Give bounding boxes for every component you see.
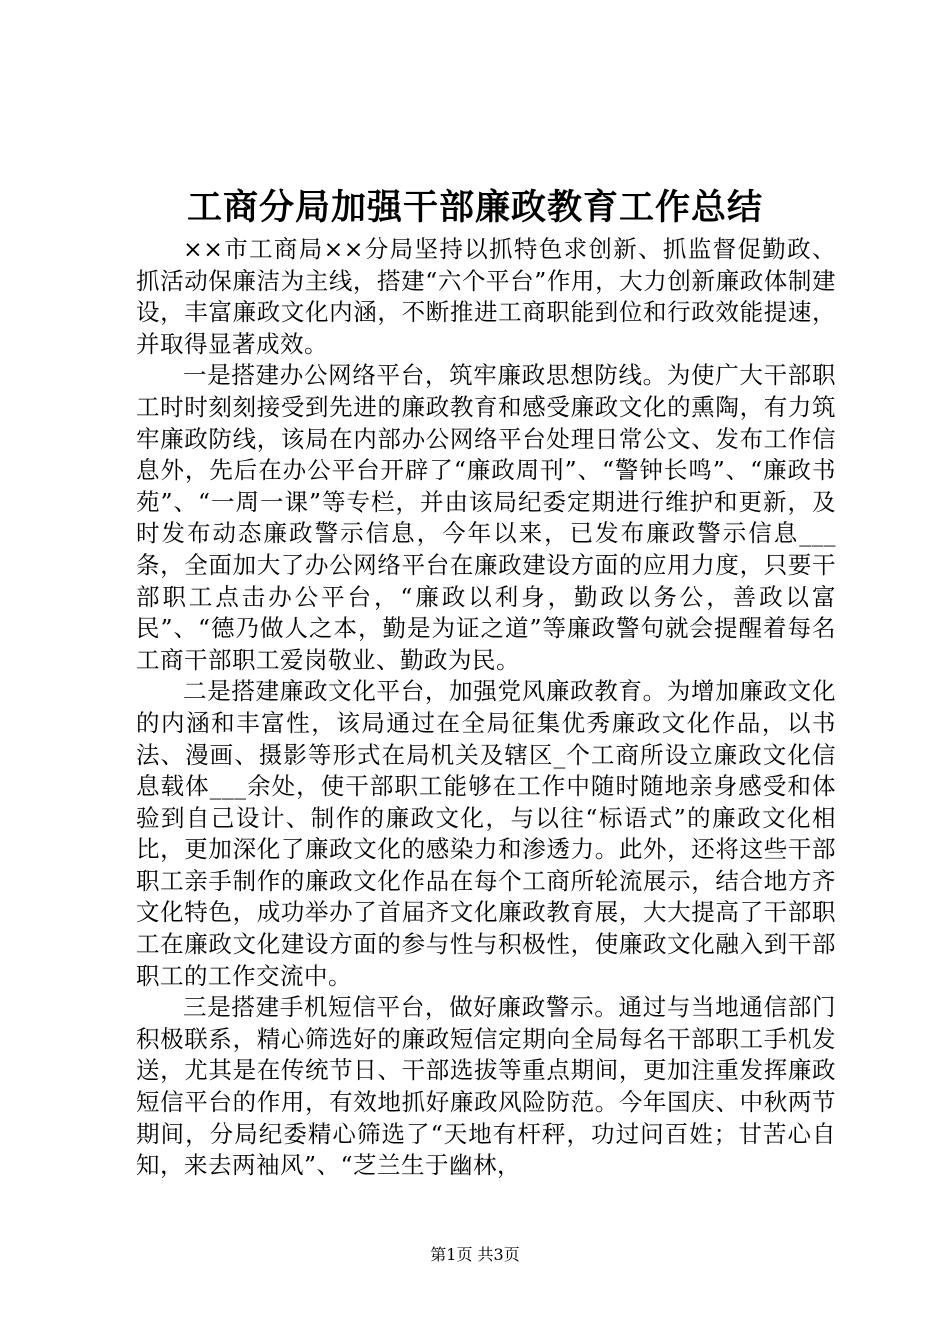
- paragraph-sms-platform: 三是搭建手机短信平台，做好廉政警示。通过与当地通信部门积极联系，精心筛选好的廉政短信定期向全局每名干部职工手机发送，尤其是在传统节日、干部选拔等重点期间，更加注重发挥廉政短信平台的作用，有效地抓好廉政风险防范。今年国庆、中秋两节期间，分局纪委精心筛选了“天地有杆秤，功过问百姓；甘苦心自知，来去两袖风”、“芝兰生于幽林，: [136, 993, 836, 1180]
- paragraph-intro: ××市工商局××分局坚持以抓特色求创新、抓监督促勤政、抓活动保廉洁为主线，搭建“六个平台”作用，大力创新廉政体制建设，丰富廉政文化内涵，不断推进工商职能到位和行政效能提速，并取得显著成效。: [136, 235, 836, 358]
- document-body: [136, 234, 836, 1182]
- paragraph-office-network: 一是搭建办公网络平台，筑牢廉政思想防线。为使广大干部职工时时刻刻接受到先进的廉政教育和感受廉政文化的熏陶，有力筑牢廉政防线，该局在内部办公网络平台处理日常公文、发布工作信息外，先后在办公平台开辟了“廉政周刊”、“警钟长鸣”、“廉政书苑”、“一周一课”等专栏，并由该局纪委定期进行维护和更新，及时发布动态廉政警示信息，今年以来，已发布廉政警示信息___条，全面加大了办公网络平台在廉政建设方面的应用力度，只要干部职工点击办公平台，“廉政以利身，勤政以务公，善政以富民”、“德乃做人之本，勤是为证之道”等廉政警句就会提醒着每名工商干部职工爱岗敬业、勤政为民。: [136, 361, 836, 674]
- document-title: 工商分局加强干部廉政教育工作总结: [186, 188, 763, 228]
- paragraph-culture-platform: 二是搭建廉政文化平台，加强党风廉政教育。为增加廉政文化的内涵和丰富性，该局通过在全局征集优秀廉政文化作品，以书法、漫画、摄影等形式在局机关及辖区_个工商所设立廉政文化信息载体___余处，使干部职工能够在工作中随时随地亲身感受和体验到自己设计、制作的廉政文化，与以往“标语式”的廉政文化相比，更加深化了廉政文化的感染力和渗透力。此外，还将这些干部职工亲手制作的廉政文化作品在每个工商所轮流展示，结合地方齐文化特色，成功举办了首届齐文化廉政教育展，大大提高了干部职工在廉政文化建设方面的参与性与积极性，使廉政文化融入到干部职工的工作交流中。: [136, 677, 836, 990]
- page-footer: 第1页 共3页: [430, 1245, 520, 1264]
